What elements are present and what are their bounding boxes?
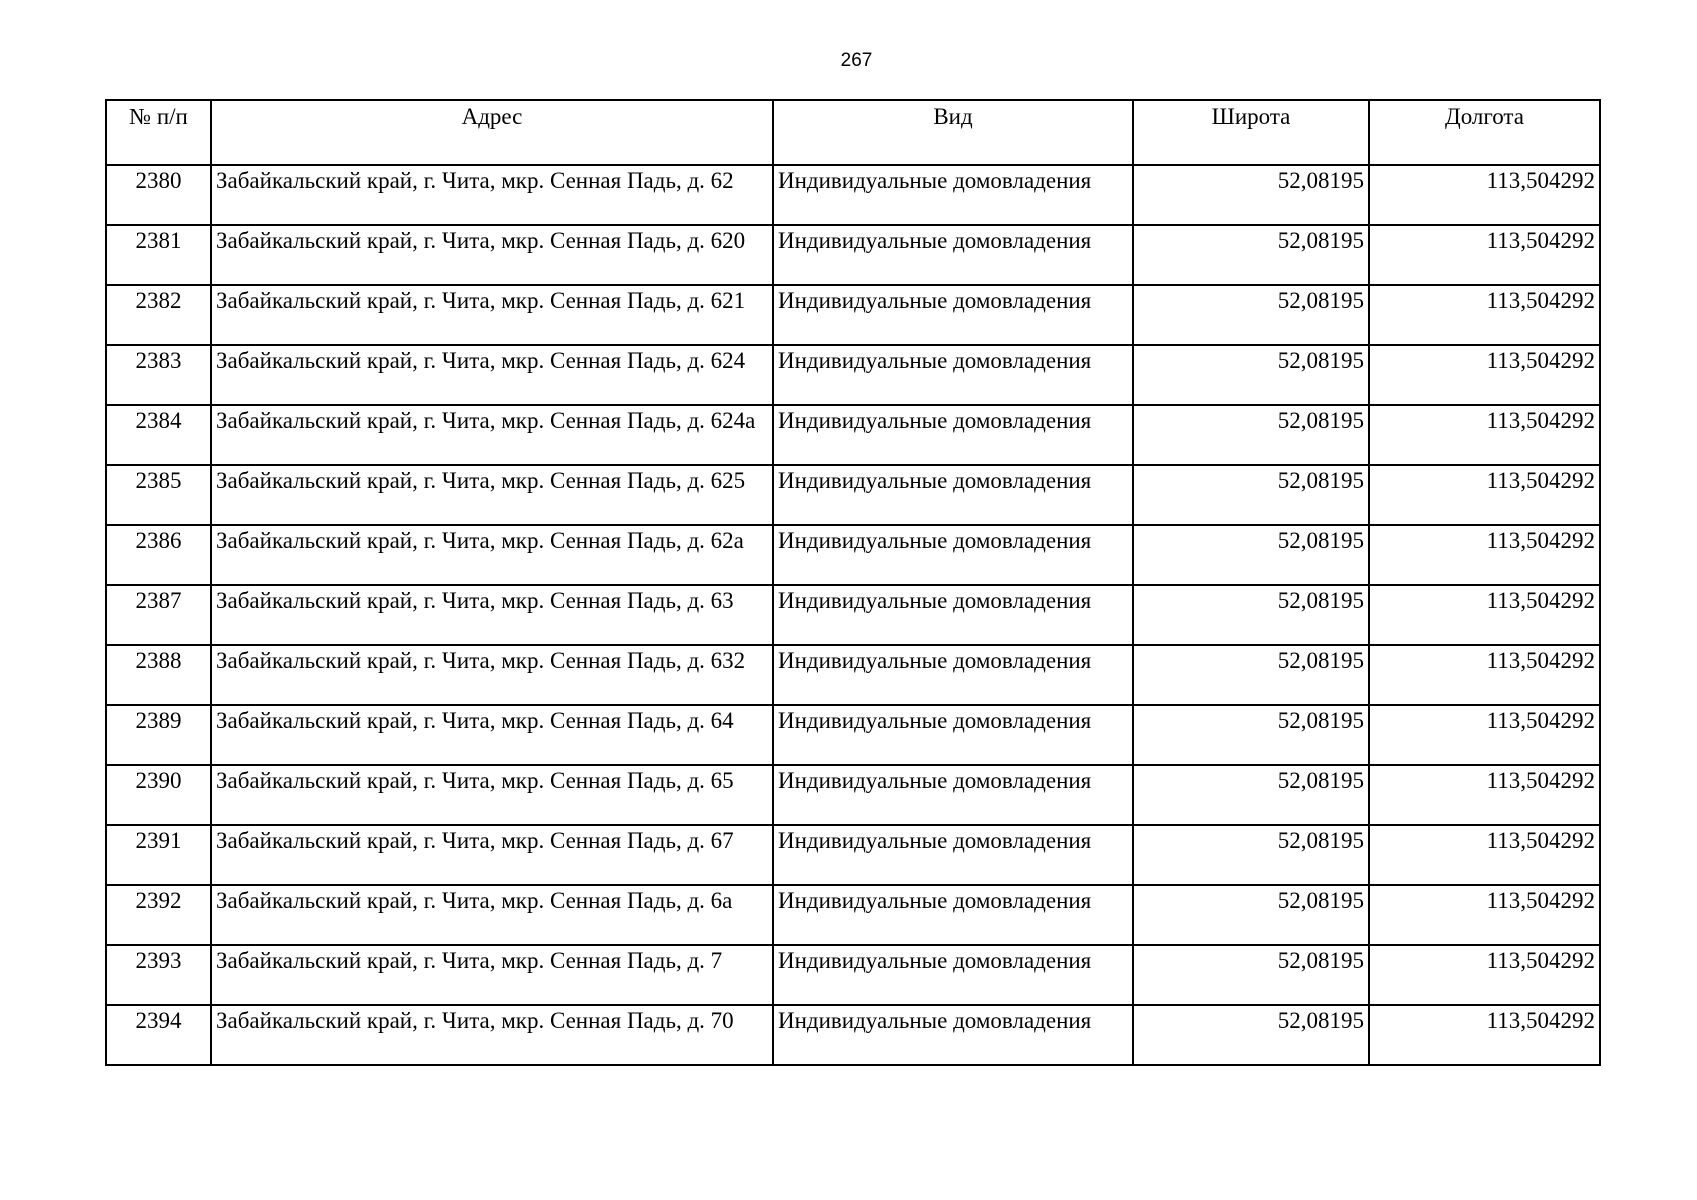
row-address: Забайкальский край, г. Чита, мкр. Сенная Падь, д. 70 xyxy=(211,1005,773,1065)
row-kind: Индивидуальные домовладения xyxy=(773,405,1133,465)
row-address: Забайкальский край, г. Чита, мкр. Сенная Падь, д. 6а xyxy=(211,885,773,945)
table-header-row xyxy=(106,100,1600,165)
row-longitude: 113,504292 xyxy=(1369,705,1600,765)
row-longitude: 113,504292 xyxy=(1369,225,1600,285)
row-number: 2392 xyxy=(106,885,211,945)
row-kind: Индивидуальные домовладения xyxy=(773,705,1133,765)
table-row xyxy=(106,465,1600,525)
row-latitude: 52,08195 xyxy=(1133,465,1369,525)
row-kind: Индивидуальные домовладения xyxy=(773,825,1133,885)
row-address: Забайкальский край, г. Чита, мкр. Сенная Падь, д. 63 xyxy=(211,585,773,645)
table-body xyxy=(106,165,1600,1065)
row-longitude: 113,504292 xyxy=(1369,645,1600,705)
table-row xyxy=(106,285,1600,345)
row-latitude: 52,08195 xyxy=(1133,765,1369,825)
table-row xyxy=(106,1005,1600,1065)
row-number: 2391 xyxy=(106,825,211,885)
row-latitude: 52,08195 xyxy=(1133,645,1369,705)
page-number: 267 xyxy=(840,50,873,71)
row-address: Забайкальский край, г. Чита, мкр. Сенная Падь, д. 621 xyxy=(211,285,773,345)
row-kind: Индивидуальные домовладения xyxy=(773,165,1133,225)
header-address: Адрес xyxy=(211,100,773,165)
row-number: 2380 xyxy=(106,165,211,225)
row-longitude: 113,504292 xyxy=(1369,165,1600,225)
row-longitude: 113,504292 xyxy=(1369,405,1600,465)
table-row xyxy=(106,345,1600,405)
header-latitude: Широта xyxy=(1133,100,1369,165)
table-row xyxy=(106,825,1600,885)
row-address: Забайкальский край, г. Чита, мкр. Сенная Падь, д. 65 xyxy=(211,765,773,825)
table-row xyxy=(106,885,1600,945)
header-number: № п/п xyxy=(106,100,211,165)
row-longitude: 113,504292 xyxy=(1369,945,1600,1005)
row-longitude: 113,504292 xyxy=(1369,1005,1600,1065)
row-kind: Индивидуальные домовладения xyxy=(773,765,1133,825)
row-latitude: 52,08195 xyxy=(1133,285,1369,345)
row-address: Забайкальский край, г. Чита, мкр. Сенная Падь, д. 625 xyxy=(211,465,773,525)
row-number: 2383 xyxy=(106,345,211,405)
addresses-table xyxy=(105,99,1601,1066)
row-address: Забайкальский край, г. Чита, мкр. Сенная Падь, д. 62а xyxy=(211,525,773,585)
row-latitude: 52,08195 xyxy=(1133,885,1369,945)
row-kind: Индивидуальные домовладения xyxy=(773,225,1133,285)
row-longitude: 113,504292 xyxy=(1369,825,1600,885)
row-kind: Индивидуальные домовладения xyxy=(773,945,1133,1005)
row-kind: Индивидуальные домовладения xyxy=(773,525,1133,585)
row-latitude: 52,08195 xyxy=(1133,705,1369,765)
row-number: 2389 xyxy=(106,705,211,765)
header-longitude: Долгота xyxy=(1369,100,1600,165)
row-longitude: 113,504292 xyxy=(1369,345,1600,405)
row-longitude: 113,504292 xyxy=(1369,585,1600,645)
row-address: Забайкальский край, г. Чита, мкр. Сенная Падь, д. 624а xyxy=(211,405,773,465)
table-row xyxy=(106,585,1600,645)
row-address: Забайкальский край, г. Чита, мкр. Сенная Падь, д. 67 xyxy=(211,825,773,885)
row-longitude: 113,504292 xyxy=(1369,765,1600,825)
row-number: 2390 xyxy=(106,765,211,825)
row-number: 2385 xyxy=(106,465,211,525)
row-kind: Индивидуальные домовладения xyxy=(773,465,1133,525)
row-longitude: 113,504292 xyxy=(1369,465,1600,525)
row-address: Забайкальский край, г. Чита, мкр. Сенная Падь, д. 632 xyxy=(211,645,773,705)
row-kind: Индивидуальные домовладения xyxy=(773,345,1133,405)
table-row xyxy=(106,405,1600,465)
row-address: Забайкальский край, г. Чита, мкр. Сенная Падь, д. 624 xyxy=(211,345,773,405)
table-row xyxy=(106,645,1600,705)
table-row xyxy=(106,705,1600,765)
table-row xyxy=(106,225,1600,285)
row-address: Забайкальский край, г. Чита, мкр. Сенная Падь, д. 7 xyxy=(211,945,773,1005)
table-row xyxy=(106,765,1600,825)
row-number: 2388 xyxy=(106,645,211,705)
row-kind: Индивидуальные домовладения xyxy=(773,645,1133,705)
row-latitude: 52,08195 xyxy=(1133,525,1369,585)
row-latitude: 52,08195 xyxy=(1133,825,1369,885)
row-latitude: 52,08195 xyxy=(1133,225,1369,285)
row-address: Забайкальский край, г. Чита, мкр. Сенная Падь, д. 62 xyxy=(211,165,773,225)
row-latitude: 52,08195 xyxy=(1133,585,1369,645)
table-row xyxy=(106,525,1600,585)
row-kind: Индивидуальные домовладения xyxy=(773,885,1133,945)
row-latitude: 52,08195 xyxy=(1133,405,1369,465)
row-longitude: 113,504292 xyxy=(1369,525,1600,585)
table-row xyxy=(106,165,1600,225)
row-number: 2393 xyxy=(106,945,211,1005)
row-kind: Индивидуальные домовладения xyxy=(773,585,1133,645)
row-latitude: 52,08195 xyxy=(1133,345,1369,405)
row-kind: Индивидуальные домовладения xyxy=(773,1005,1133,1065)
row-longitude: 113,504292 xyxy=(1369,885,1600,945)
row-number: 2386 xyxy=(106,525,211,585)
row-latitude: 52,08195 xyxy=(1133,1005,1369,1065)
row-number: 2387 xyxy=(106,585,211,645)
row-number: 2381 xyxy=(106,225,211,285)
row-latitude: 52,08195 xyxy=(1133,945,1369,1005)
row-number: 2382 xyxy=(106,285,211,345)
row-address: Забайкальский край, г. Чита, мкр. Сенная Падь, д. 620 xyxy=(211,225,773,285)
table-row xyxy=(106,945,1600,1005)
row-number: 2384 xyxy=(106,405,211,465)
row-longitude: 113,504292 xyxy=(1369,285,1600,345)
row-kind: Индивидуальные домовладения xyxy=(773,285,1133,345)
row-address: Забайкальский край, г. Чита, мкр. Сенная Падь, д. 64 xyxy=(211,705,773,765)
row-latitude: 52,08195 xyxy=(1133,165,1369,225)
row-number: 2394 xyxy=(106,1005,211,1065)
header-kind: Вид xyxy=(773,100,1133,165)
